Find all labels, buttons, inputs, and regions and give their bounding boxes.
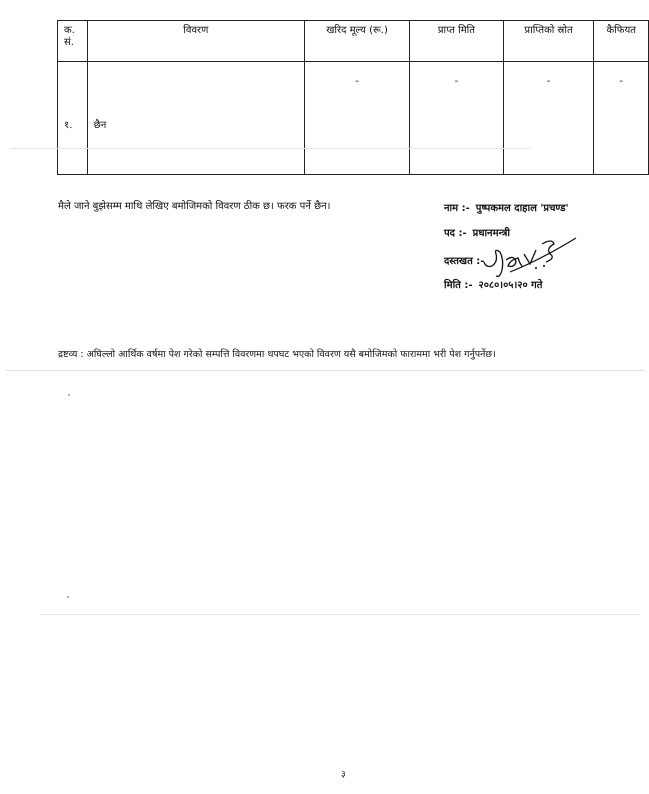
cell-remarks: - <box>619 76 624 87</box>
cell-received-date: - <box>454 76 459 87</box>
header-serial <box>58 21 88 62</box>
name-label: नाम :- <box>444 203 470 214</box>
scan-artifact <box>10 148 530 149</box>
signature-label: दस्तखत :- <box>444 256 485 267</box>
header-purchase-value: खरिद मूल्य (रू.) <box>304 21 409 62</box>
header-remarks: कैफियत <box>594 21 649 62</box>
header-serial-line1: क. <box>64 25 75 36</box>
declaration-date: २०८०।०५।२० गते <box>478 280 543 291</box>
table-header-row <box>58 21 649 62</box>
scan-artifact <box>5 370 645 371</box>
cell-source: - <box>546 76 551 87</box>
cell-received-date-wrap <box>410 62 503 175</box>
handwritten-signature <box>480 224 590 284</box>
header-serial-line2: सं. <box>64 37 74 48</box>
declarant-post: प्रधानमन्त्री <box>472 228 510 239</box>
table-row <box>58 62 649 175</box>
cell-purchase-value: - <box>355 76 359 87</box>
name-line <box>444 200 569 214</box>
header-received-date: प्राप्त मिति <box>410 21 503 62</box>
asset-table <box>57 20 649 175</box>
declarant-name: पुष्पकमल दाहाल 'प्रचण्ड' <box>475 203 569 214</box>
signature-line <box>444 253 484 267</box>
post-label: पद :- <box>444 228 467 239</box>
cell-purchase-value-wrap <box>304 62 409 175</box>
cell-serial: १. <box>64 120 73 131</box>
scan-artifact <box>40 614 640 615</box>
footnote: द्रष्टव्य : अघिल्लो आर्थिक वर्षमा पेश गरेको सम्पत्ति विवरणमा थपघट भएको विवरण यसै बमोजिमको फाराममा भरी पेश गर्नुपर्नेछ। <box>58 349 496 360</box>
page-number: ३ <box>341 770 346 780</box>
cell-remarks-wrap <box>594 62 649 175</box>
scan-artifact <box>67 596 69 598</box>
declaration-statement: मैले जाने बुझेसम्म माथि लेखिए बमोजिमको विवरण ठीक छ। फरक पर्ने छैन। <box>58 201 331 212</box>
cell-description: छैन <box>93 120 107 131</box>
header-source: प्राप्तिको स्रोत <box>503 21 594 62</box>
scan-artifact <box>68 394 70 396</box>
cell-serial-wrap <box>58 62 88 175</box>
cell-description-wrap <box>87 62 304 175</box>
date-label: मिति :- <box>444 280 473 291</box>
header-description: विवरण <box>87 21 304 62</box>
cell-source-wrap <box>503 62 594 175</box>
